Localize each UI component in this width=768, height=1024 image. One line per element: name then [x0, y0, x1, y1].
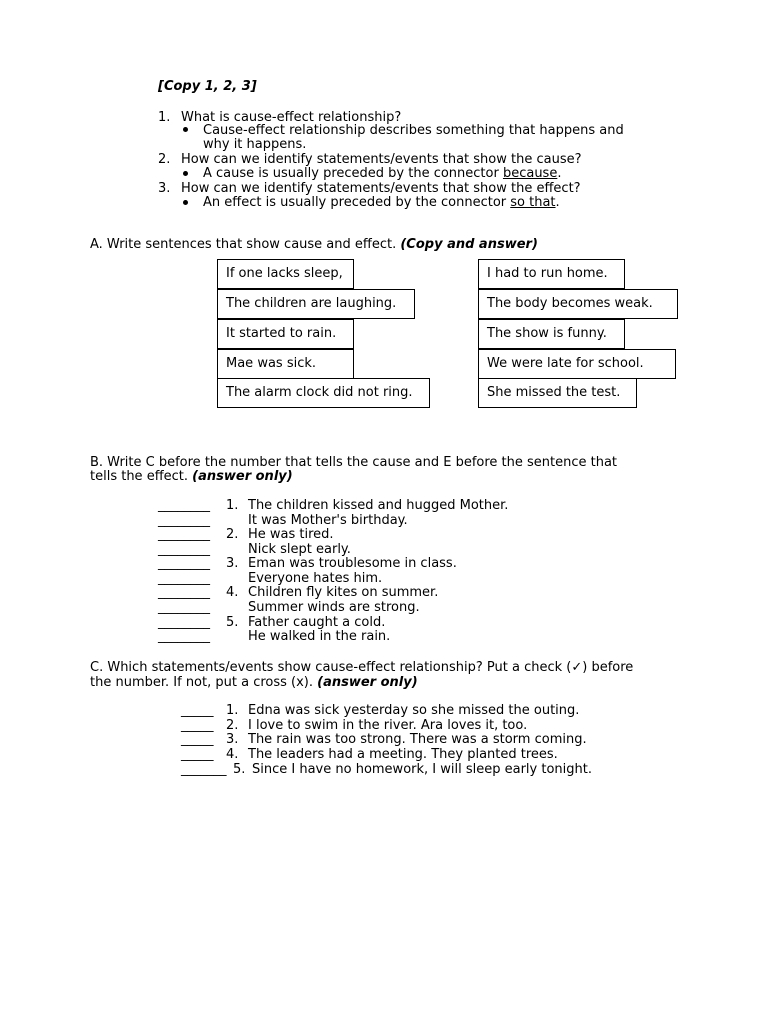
list-item: He walked in the rain.: [248, 629, 391, 644]
effect-box: The show is funny.: [478, 319, 625, 349]
cause-box: Mae was sick.: [217, 349, 354, 379]
list-item: He was tired.: [248, 527, 334, 542]
list-item: Eman was troublesome in class.: [248, 556, 457, 571]
item-number: 1.: [226, 703, 239, 718]
question-2-number: 2.: [158, 152, 171, 167]
section-c-instruction-line1: C. Which statements/events show cause-effect relationship? Put a check (✓) before: [90, 660, 634, 675]
item-number: 3.: [226, 732, 239, 747]
list-item: Nick slept early.: [248, 542, 351, 557]
answer-blank[interactable]: ________: [158, 571, 210, 586]
question-1-number: 1.: [158, 110, 171, 125]
bullet-icon: [183, 200, 188, 205]
answer-blank[interactable]: _____: [181, 718, 214, 733]
answer-blank[interactable]: _____: [181, 703, 214, 718]
cause-box: The alarm clock did not ring.: [217, 378, 430, 408]
answer-1-line1: Cause-effect relationship describes something that happens and: [203, 123, 624, 138]
answer-blank[interactable]: ________: [158, 498, 210, 513]
answer-blank[interactable]: ________: [158, 600, 210, 615]
item-number: 2.: [226, 527, 239, 542]
question-3: How can we identify statements/events that show the effect?: [181, 181, 581, 196]
item-number: 2.: [226, 718, 239, 733]
answer-blank[interactable]: _____: [181, 747, 214, 762]
list-item: Summer winds are strong.: [248, 600, 420, 615]
list-item: Edna was sick yesterday so she missed the outing.: [248, 703, 580, 718]
list-item: The children kissed and hugged Mother.: [248, 498, 509, 513]
section-a-instruction: A. Write sentences that show cause and effect. (Copy and answer): [90, 237, 538, 252]
list-item: Children fly kites on summer.: [248, 585, 439, 600]
answer-2: A cause is usually preceded by the connector because.: [203, 166, 562, 181]
list-item: Since I have no homework, I will sleep early tonight.: [252, 762, 592, 777]
answer-1-line2: why it happens.: [203, 137, 307, 152]
section-b-instruction-line1: B. Write C before the number that tells the cause and E before the sentence that: [90, 455, 618, 470]
answer-blank[interactable]: _______: [181, 762, 227, 777]
question-1: What is cause-effect relationship?: [181, 110, 402, 125]
connector-because: because: [502, 166, 558, 181]
connector-so-that: so that: [510, 195, 556, 210]
effect-box: I had to run home.: [478, 259, 625, 289]
copy-header: [Copy 1, 2, 3]: [158, 79, 257, 94]
list-item: I love to swim in the river. Ara loves it, too.: [248, 718, 528, 733]
bullet-icon: [183, 171, 188, 176]
answer-blank[interactable]: ________: [158, 527, 210, 542]
list-item: Everyone hates him.: [248, 571, 383, 586]
bullet-icon: [183, 127, 188, 132]
section-c-instruction-line2: the number. If not, put a cross (x). (answer only): [90, 675, 418, 690]
question-3-number: 3.: [158, 181, 171, 196]
cause-box: The children are laughing.: [217, 289, 415, 319]
cause-box: It started to rain.: [217, 319, 354, 349]
effect-box: The body becomes weak.: [478, 289, 678, 319]
list-item: Father caught a cold.: [248, 615, 386, 630]
item-number: 4.: [226, 585, 239, 600]
answer-blank[interactable]: ________: [158, 615, 210, 630]
answer-blank[interactable]: ________: [158, 542, 210, 557]
item-number: 5.: [226, 615, 239, 630]
item-number: 3.: [226, 556, 239, 571]
cause-box: If one lacks sleep,: [217, 259, 354, 289]
answer-blank[interactable]: ________: [158, 513, 210, 528]
answer-blank[interactable]: ________: [158, 556, 210, 571]
question-2: How can we identify statements/events that show the cause?: [181, 152, 582, 167]
item-number: 1.: [226, 498, 239, 513]
item-number: 4.: [226, 747, 239, 762]
answer-blank[interactable]: ________: [158, 585, 210, 600]
answer-3: An effect is usually preceded by the connector so that.: [203, 195, 560, 210]
answer-blank[interactable]: ________: [158, 629, 210, 644]
list-item: It was Mother's birthday.: [248, 513, 408, 528]
effect-box: We were late for school.: [478, 349, 676, 379]
section-b-instruction-line2: tells the effect. (answer only): [90, 469, 293, 484]
item-number: 5.: [233, 762, 246, 777]
answer-blank[interactable]: _____: [181, 732, 214, 747]
list-item: The leaders had a meeting. They planted trees.: [248, 747, 558, 762]
list-item: The rain was too strong. There was a storm coming.: [248, 732, 587, 747]
effect-box: She missed the test.: [478, 378, 637, 408]
